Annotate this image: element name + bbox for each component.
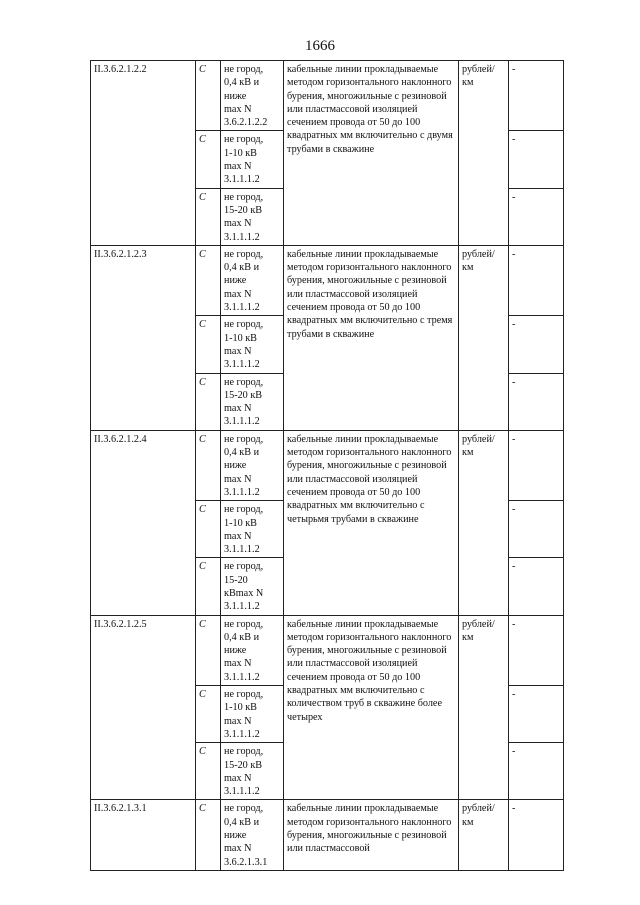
condition-line: max N [224,715,252,727]
condition-line: 3.1.1.1.2 [224,786,260,798]
condition-line: ниже [224,275,247,287]
value-cell: - [509,558,564,615]
unit-cell: рублей/ км [459,61,509,246]
condition-line: 1-10 кВ [224,517,257,529]
category-cell: С [196,245,221,315]
condition-line: 3.1.1.1.2 [224,174,260,186]
value-cell: - [509,316,564,373]
category-cell: С [196,430,221,500]
condition-line: max N [224,473,252,485]
category-cell: С [196,188,221,245]
value-cell: - [509,373,564,430]
category-cell: С [196,373,221,430]
tariff-table [90,60,564,871]
condition-line: 3.6.2.1.3.1 [224,856,268,868]
condition-line: max N [224,530,252,542]
description-cell: кабельные линии прокладываемые методом горизонтального наклонного бурения, многожильные с резиновой или пластмассовой изоляцией сечением провода от 50 до 100 квадратных мм включительно с двумя трубами в скважине [284,61,459,246]
condition-line: max N [224,103,252,115]
description-cell: кабельные линии прокладываемые методом горизонтального наклонного бурения, многожильные с резиновой или пластмассовой изоляцией сечением провода от 50 до 100 квадратных мм включительно с четырьмя трубами в скважине [284,430,459,615]
condition-line: ниже [224,830,247,842]
condition-line: 3.1.1.1.2 [224,416,260,428]
condition-line: 3.6.2.1.2.2 [224,117,268,129]
condition-line: 3.1.1.1.2 [224,728,260,740]
category-cell: С [196,316,221,373]
unit-cell: рублей/ км [459,430,509,615]
category-cell: С [196,131,221,188]
condition-cell [221,743,284,800]
condition-line: ниже [224,90,247,102]
table-row [91,430,564,500]
category-cell: С [196,501,221,558]
condition-line: 1-10 кВ [224,702,257,714]
row-code: II.3.6.2.1.2.3 [91,245,196,430]
value-cell: - [509,131,564,188]
condition-line: 0,4 кВ и [224,262,260,274]
condition-cell [221,615,284,685]
value-cell: - [509,615,564,685]
condition-line: не город, [224,319,264,331]
condition-cell [221,373,284,430]
category-cell: С [196,800,221,870]
condition-line: ниже [224,645,247,657]
condition-line: 15-20 [224,574,248,586]
condition-line: 3.1.1.1.2 [224,302,260,314]
condition-cell [221,316,284,373]
condition-cell [221,501,284,558]
condition-line: 15-20 кВ [224,204,263,216]
table-row [91,800,564,870]
description-cell: кабельные линии прокладываемые методом горизонтального наклонного бурения, многожильные с резиновой или пластмассовой [284,800,459,870]
condition-line: не город, [224,248,264,260]
condition-line: max N [224,403,252,415]
condition-cell [221,188,284,245]
condition-line: не город, [224,746,264,758]
value-cell: - [509,430,564,500]
condition-line: 1-10 кВ [224,332,257,344]
category-cell: С [196,743,221,800]
category-cell: С [196,558,221,615]
row-code: II.3.6.2.1.3.1 [91,800,196,870]
condition-line: не город, [224,504,264,516]
condition-line: max N [224,218,252,230]
condition-cell [221,430,284,500]
condition-line: 0,4 кВ и [224,816,260,828]
condition-line: 15-20 кВ [224,759,263,771]
unit-cell: рублей/ км [459,615,509,800]
row-code: II.3.6.2.1.2.2 [91,61,196,246]
category-cell: С [196,615,221,685]
table-row [91,615,564,685]
condition-cell [221,245,284,315]
condition-line: 0,4 кВ и [224,77,260,89]
condition-line: 1-10 кВ [224,147,257,159]
unit-cell: рублей/ км [459,800,509,870]
table-row [91,245,564,315]
value-cell: - [509,501,564,558]
condition-line: max N [224,161,252,173]
description-cell: кабельные линии прокладываемые методом горизонтального наклонного бурения, многожильные с резиновой или пластмассовой изоляцией сечением провода от 50 до 100 квадратных мм включительно с количеством труб в скважине более четырех [284,615,459,800]
condition-line: max N [224,345,252,357]
table-row [91,61,564,131]
condition-line: не город, [224,561,264,573]
condition-line: max N [224,658,252,670]
value-cell: - [509,61,564,131]
category-cell: С [196,686,221,743]
category-cell: С [196,61,221,131]
value-cell: - [509,686,564,743]
condition-cell [221,686,284,743]
value-cell: - [509,800,564,870]
condition-line: max N [224,288,252,300]
condition-line: 3.1.1.1.2 [224,231,260,243]
row-code: II.3.6.2.1.2.5 [91,615,196,800]
condition-line: 0,4 кВ и [224,447,260,459]
condition-line: не город, [224,433,264,445]
condition-cell [221,61,284,131]
condition-line: ниже [224,460,247,472]
condition-line: 3.1.1.1.2 [224,359,260,371]
value-cell: - [509,245,564,315]
condition-line: не город, [224,134,264,146]
condition-line: кВmax N [224,587,264,599]
condition-line: 3.1.1.1.2 [224,671,260,683]
condition-line: не город, [224,618,264,630]
page-number: 1666 [305,38,335,54]
description-cell: кабельные линии прокладываемые методом горизонтального наклонного бурения, многожильные с резиновой или пластмассовой изоляцией сечением провода от 50 до 100 квадратных мм включительно с тремя трубами в скважине [284,245,459,430]
condition-line: 3.1.1.1.2 [224,601,260,613]
condition-line: не город, [224,191,264,203]
condition-line: не город, [224,376,264,388]
condition-cell [221,558,284,615]
condition-line: max N [224,843,252,855]
condition-line: 15-20 кВ [224,389,263,401]
condition-line: max N [224,772,252,784]
condition-line: 0,4 кВ и [224,631,260,643]
condition-cell [221,131,284,188]
value-cell: - [509,743,564,800]
row-code: II.3.6.2.1.2.4 [91,430,196,615]
value-cell: - [509,188,564,245]
condition-line: не город, [224,689,264,701]
condition-line: не город, [224,64,264,75]
condition-cell [221,800,284,870]
condition-line: 3.1.1.1.2 [224,544,260,556]
condition-line: не город, [224,803,264,815]
condition-line: 3.1.1.1.2 [224,486,260,498]
unit-cell: рублей/ км [459,245,509,430]
tariff-table-body [91,61,564,871]
